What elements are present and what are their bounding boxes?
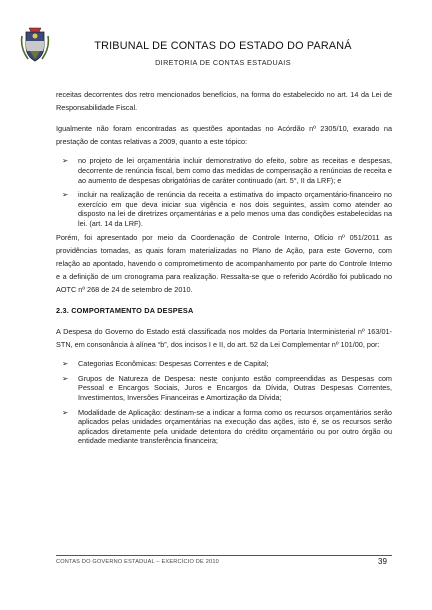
page-title: TRIBUNAL DE CONTAS DO ESTADO DO PARANÁ xyxy=(94,40,352,52)
document-body xyxy=(56,88,392,451)
arrow-bullet-icon: ➢ xyxy=(62,190,69,200)
list-item xyxy=(62,359,392,369)
list-item-text: no projeto de lei orçamentária incluir demonstrativo do efeito, sobre as receitas e despesas, decorrente de renúncia fiscal, bem como das medidas de compensação a renúncias de receita e ao aumento de despesas obrigatórias de caráter continuado (art. 5°, II da LRF); e xyxy=(78,156,392,185)
arrow-bullet-icon: ➢ xyxy=(62,156,69,166)
list-item xyxy=(62,408,392,446)
bullet-list xyxy=(56,156,392,228)
footer-divider xyxy=(56,555,392,556)
paragraph: Porém, foi apresentado por meio da Coordenação de Controle Interno, Ofício nº 051/2011 as providências tomadas, as quais foram materializadas no Plano de Ação, para este Governo, com relação ao apontado, havendo o comprometimento de acompanhamento por parte do Controle Interno e a definição de um cronograma para realização. Ressalta-se que o referido Acórdão foi publicado no AOTC nº 268 de 24 de setembro de 2010. xyxy=(56,232,392,294)
paragraph: A Despesa do Governo do Estado está classificada nos moldes da Portaria Interministerial nº 163/01-STN, em consonância à alínea “b”, dos incisos I e II, do art. 52 da Lei Complementar nº 101/00, por: xyxy=(56,327,392,350)
list-item xyxy=(62,374,392,403)
list-item-text: Categorias Econômicas: Despesas Correntes e de Capital; xyxy=(78,359,269,369)
list-item-text: Grupos de Natureza de Despesa: neste conjunto estão compreendidas as Despesas com Pessoal e Encargos Sociais, Juros e Encargos da Dívida, Outras Despesas Correntes, Investimentos, Inversões Financeiras e Amortização da Dívida; xyxy=(78,373,392,403)
arrow-bullet-icon: ➢ xyxy=(62,407,69,417)
arrow-bullet-icon: ➢ xyxy=(62,359,69,369)
arrow-bullet-icon: ➢ xyxy=(62,373,69,383)
page-subtitle: DIRETORIA DE CONTAS ESTADUAIS xyxy=(155,58,291,67)
paragraph: receitas decorrentes dos retro mencionados benefícios, na forma do estabelecido no art. 14 da Lei de Responsabilidade Fiscal. xyxy=(56,90,392,113)
page-header xyxy=(20,26,412,76)
list-item-text: incluir na realização de renúncia da receita a estimativa do impacto orçamentário-financeiro no exercício em que deva iniciar sua vigência e nos dois seguintes, assim como atender ao disposto na lei de diretrizes orçamentárias e a pelo menos uma das condições estabelecidas na lei. (art. 14 da LRF). xyxy=(78,190,392,228)
list-item xyxy=(62,190,392,228)
paragraph: Igualmente não foram encontradas as questões apontadas no Acórdão nº 2305/10, exarado na prestação de contas relativas a 2009, quanto a este tópico: xyxy=(56,124,392,147)
parana-coat-of-arms-icon xyxy=(20,26,50,64)
list-item-text: Modalidade de Aplicação: destinam-se a indicar a forma como os recursos orçamentários serão aplicados pelas unidades orçamentárias na execução das ações, isto é, se os recursos serão aplicados diretamente pela unidade detentora do crédito orçamentário ou por outro órgão ou entidade mediante transferência financeira; xyxy=(78,407,392,446)
list-item xyxy=(62,156,392,185)
section-heading: 2.3. COMPORTAMENTO DA DESPESA xyxy=(56,306,194,315)
footer-text: CONTAS DO GOVERNO ESTADUAL – EXERCÍCIO DE 2010 xyxy=(56,559,219,565)
page-number: 39 xyxy=(378,557,387,566)
bullet-list xyxy=(56,359,392,446)
